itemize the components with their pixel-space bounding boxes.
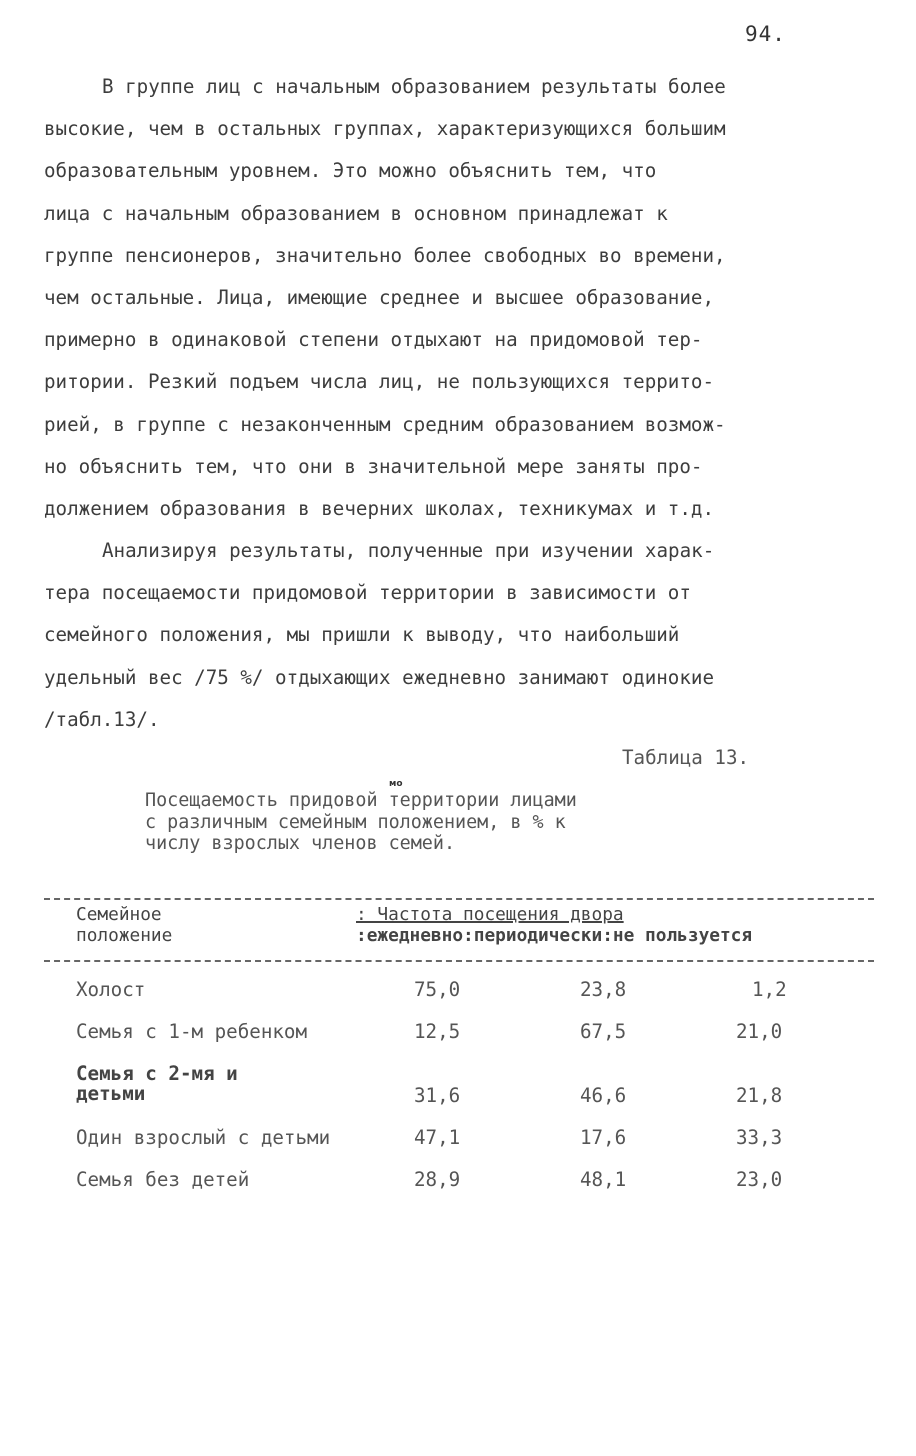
- text-line: образовательным уровнем. Это можно объяснить тем, что: [44, 159, 657, 183]
- row-label: Семья с 1-м ребенком: [76, 1020, 308, 1043]
- cell-daily: 12,5: [414, 1020, 461, 1043]
- cell-never: 1,2: [752, 978, 787, 1001]
- text-line: высокие, чем в остальных группах, характеризующихся большим: [44, 117, 726, 141]
- paragraph-2: [44, 530, 884, 741]
- text-line: рией, в группе с незаконченным средним образованием возмож-: [44, 412, 726, 436]
- cell-never: 33,3: [736, 1126, 783, 1149]
- row-label-line2: детьми: [76, 1082, 146, 1105]
- table-top-rule: [44, 898, 874, 900]
- cell-periodic: 17,6: [580, 1126, 627, 1149]
- cell-daily: 75,0: [414, 978, 461, 1001]
- header-col0-line1: Семейное: [76, 904, 162, 925]
- text-line: группе пенсионеров, значительно более свободных во времени,: [44, 243, 726, 267]
- text-line: примерно в одинаковой степени отдыхают на придомовой тер-: [44, 328, 703, 352]
- text-line: чем остальные. Лица, имеющие среднее и высшее образование,: [44, 285, 715, 309]
- table-caption: [145, 790, 577, 855]
- text-line: семейного положения, мы пришли к выводу, что наибольший: [44, 623, 680, 647]
- caption-line: Посещаемость придовой территории лицами: [145, 790, 577, 811]
- row-label: Один взрослый с детьми: [76, 1126, 331, 1149]
- header-group: : Частота посещения двора: [356, 904, 624, 925]
- text-line: В группе лиц с начальным образованием результаты более: [102, 75, 726, 98]
- header-frequency: [356, 904, 752, 946]
- text-line: /табл.13/.: [44, 707, 160, 731]
- text-line: удельный вес /75 %/ отдыхающих ежедневно занимают одинокие: [44, 665, 715, 689]
- handwritten-insertion: мо: [389, 779, 403, 789]
- cell-periodic: 67,5: [580, 1020, 627, 1043]
- header-family-status: [76, 904, 172, 946]
- row-label: [76, 1064, 238, 1104]
- text-line: тера посещаемости придомовой территории в зависимости от: [44, 581, 691, 605]
- cell-daily: 31,6: [414, 1084, 461, 1107]
- text-line: но объяснить тем, что они в значительной мере заняты про-: [44, 454, 703, 478]
- header-col0-line2: положение: [76, 925, 173, 946]
- text-line: Анализируя результаты, полученные при изучении харак-: [102, 539, 715, 562]
- cell-daily: 28,9: [414, 1168, 461, 1191]
- page-number: 94.: [745, 22, 786, 46]
- row-label-line1: Семья с 2-мя и: [76, 1062, 238, 1085]
- cell-never: 23,0: [736, 1168, 783, 1191]
- caption-line: числу взрослых членов семей.: [145, 833, 456, 854]
- text-line: лица с начальным образованием в основном принадлежат к: [44, 201, 668, 225]
- caption-line: с различным семейным положением, в % к: [145, 811, 566, 833]
- cell-periodic: 48,1: [580, 1168, 627, 1191]
- cell-daily: 47,1: [414, 1126, 461, 1149]
- cell-periodic: 23,8: [580, 978, 627, 1001]
- table-header-rule: [44, 960, 874, 962]
- cell-never: 21,0: [736, 1020, 783, 1043]
- paragraph-1: [44, 66, 884, 530]
- header-subcolumns: :ежедневно:периодически:не пользуется: [356, 925, 753, 946]
- text-line: ритории. Резкий подъем числа лиц, не пользующихся террито-: [44, 370, 715, 394]
- row-label: Холост: [76, 978, 146, 1001]
- cell-periodic: 46,6: [580, 1084, 627, 1107]
- row-label: Семья без детей: [76, 1168, 250, 1191]
- table-label: Таблица 13.: [622, 746, 750, 769]
- cell-never: 21,8: [736, 1084, 783, 1107]
- text-line: должением образования в вечерних школах, техникумах и т.д.: [44, 496, 715, 520]
